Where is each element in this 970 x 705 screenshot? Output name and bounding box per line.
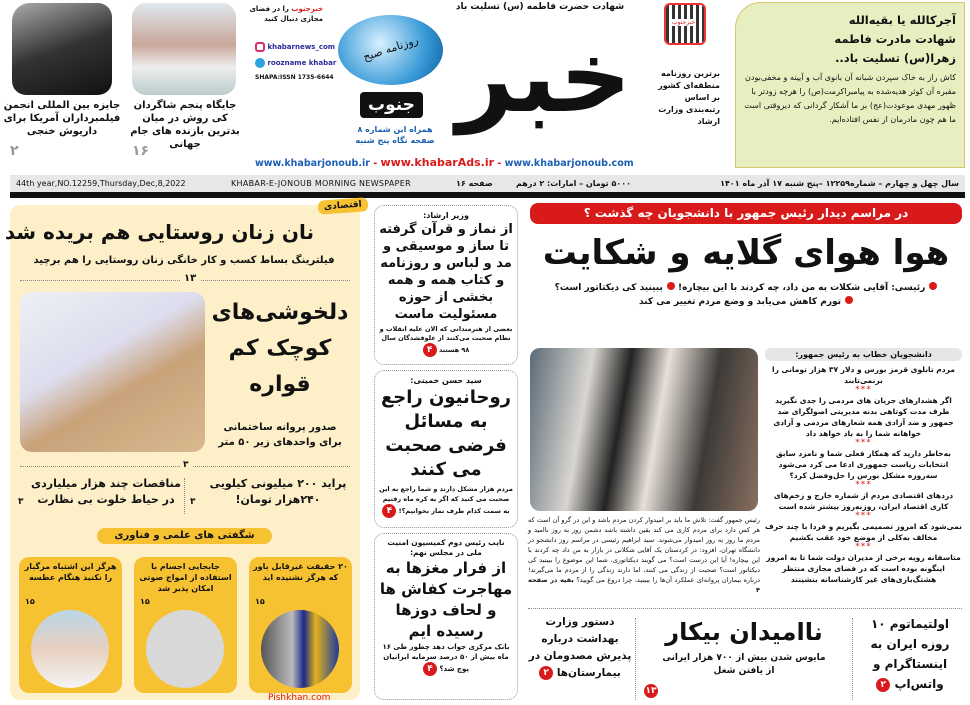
main-bullets	[530, 281, 962, 309]
sidebar-item: به‌خاطر دارید که همکار فعلی شما و نامزد سابق انتخابات ریاست جمهوری ادعا می کرد می‌شود سه‌روزه مشکل بورس را حل‌وفصل کرد؟	[776, 449, 951, 480]
page-number: ۲	[539, 666, 553, 680]
story2-sub: صدور پروانه ساختمانی برای واحدهای زیر ۵۰ متر	[218, 422, 342, 448]
bullet-icon	[845, 296, 853, 304]
url-separator: -	[494, 158, 505, 169]
issn: SHAPA:ISSN 1735-6644	[255, 74, 334, 81]
english-date: 44th year,NO.12259,Thursday,Dec,8,2022	[16, 179, 186, 188]
sidebar-item: اگر هشدارهای جریان های مردمی را جدی نگیرید ظرف مدت کوتاهی بدنه مدیریتی اصولگرای ضد جمهور و ضد آزادی همه شعارهای مردمی و آزادی خواهانه شما را به باد خواهد داد	[773, 396, 954, 438]
page-number: ۱۶	[132, 143, 150, 159]
bullet-text: ببینید کی دیکتاتور است؟	[554, 283, 663, 293]
page-number: ۱۵	[255, 597, 265, 606]
science-card[interactable]	[134, 557, 237, 693]
main-headline[interactable]: هوا هوای گلایه و شکایت	[542, 233, 950, 273]
bullet-icon	[929, 282, 937, 290]
condolence-top: شهادت حضرت فاطمه (س) تسلیت باد	[455, 2, 625, 12]
persian-date: سال چهل و چهارم – شماره۱۲۲۵۹ –پنج شنبه ۱۷ آذر ماه ۱۴۰۱	[720, 179, 959, 188]
divider	[635, 618, 636, 700]
science-card-title: ۲۰ حقیقت غیرقابل باور که هرگز نشنیده اید	[253, 562, 348, 582]
url-separator: -	[369, 158, 381, 169]
cartoon-house	[20, 292, 205, 452]
photo-caption-2: جایگاه پنجم شاگردان کی روش در میان بدترین بازنده های جام جهانی	[130, 100, 240, 150]
section-tag: اقتصادی	[318, 197, 369, 214]
separator: ***	[855, 438, 872, 448]
story-title: ناامیدان بیکار	[665, 618, 823, 646]
separator: ***	[855, 511, 872, 521]
url-2[interactable]: www.khabarAds.ir	[380, 156, 495, 169]
continue-link[interactable]: بقیه در صفحه ۴	[528, 576, 760, 594]
science-card[interactable]	[19, 557, 122, 693]
kicker: نایب رئیس دوم کمیسیون امنیت ملی در مجلس نهم:	[387, 538, 505, 557]
main-photo-raisi	[530, 348, 758, 511]
ranking-note: برترین روزنامه منطقه‌ای کشور بر اساس رتبه‌بندی وزارت ارشاد	[658, 69, 720, 126]
condolence-body: کاش راز به خاک سپردن شبانه آن بانوی آب و آیینه و مخفی‌بودن مقبره آن کوثر هدیه‌شده به پیامبراکرمت(ص) را هرچه زودتر با ظهور مهدی موعودت(عج) بر ما آشکار گردانی که دیروقتی است ما هم چون مادرمان از نفس افتاده‌ایم.	[744, 73, 956, 124]
sidebar-item: متاسفانه رویه برخی از مدیران دولت شما تا به امروز اینگونه بوده است که در فضای مجازی منتظر هشتگ‌بازی‌های غیر کارشناسانه بنشینند	[766, 553, 961, 584]
divider	[852, 618, 853, 700]
middle-story[interactable]	[374, 205, 518, 365]
page-number: ۲	[10, 143, 19, 159]
follow-text: را در فضای مجازی دنبال کنید	[249, 5, 323, 23]
bullet-text: رئیسی: آقایی شکلات به من داد، چه کردند با این بیچاره!	[678, 283, 926, 293]
page-number: ۳	[190, 497, 196, 507]
brief-pride-price[interactable]	[188, 476, 354, 508]
science-image-thermal	[261, 610, 339, 688]
story-sub: مایوس شدن بیش از ۷۰۰ هزار ایرانی از یافتن شغل	[662, 653, 826, 676]
page-number: ۴	[423, 662, 437, 676]
page-number: ۱۵	[140, 597, 150, 606]
telegram-link[interactable]	[255, 58, 336, 68]
left-subhead: فیلترینگ بساط کسب و کار خانگی زنان روستایی را هم برچید	[33, 255, 335, 266]
story-title: دستور وزارت بهداشت درباره پذیرش مصدومان در بیمارستان‌ها	[528, 616, 632, 679]
page-number: ۴	[382, 504, 396, 518]
logo-sub: جنوب	[360, 92, 423, 118]
kicker: وزیر ارشاد:	[423, 211, 469, 220]
url-1[interactable]: www.khabarjonoub.ir	[255, 158, 370, 169]
social-follow	[248, 4, 323, 24]
science-card-title: هرگز این اشتباه مرگبار را نکنید هنگام عطسه	[24, 562, 117, 582]
condolence-title: آجرکالله یا بقیه‌الله شهادت مادرت فاطمه زهرا(س) تسلیت باد..	[834, 13, 956, 65]
page-number: ۳	[18, 497, 24, 507]
science-cards	[18, 557, 352, 693]
photo-caption-1: جایزه بین المللی انجمن فیلمبرداران آمریکا برای داریوش خنجی	[3, 100, 121, 137]
main-banner: در مراسم دیدار رئیس جمهور با دانشجویان چه گذشت ؟	[530, 203, 962, 224]
watermark: Pishkhan.com	[268, 693, 331, 703]
middle-story[interactable]	[374, 370, 518, 528]
left-headline: نان زنان روستایی هم بریده شد	[4, 220, 314, 244]
divider	[528, 608, 962, 609]
insert-note: همراه این شماره ۸ صفحه نگاه پنج شنبه	[355, 125, 435, 145]
logo-tagline: روزنامه صبح	[361, 33, 421, 64]
bottom-story-health[interactable]	[528, 614, 632, 682]
brief-text: پراید ۲۰۰ میلیونی کیلویی ۲۴۰هزار تومان!	[209, 477, 347, 506]
paper-name: KHABAR-E-JONOUB MORNING NEWSPAPER	[231, 179, 412, 188]
photo-darius-khondji	[12, 3, 112, 95]
story-title: روحانیون راجع به مسائل فرضی صحبت می کنند	[380, 387, 512, 480]
separator: ***	[855, 542, 872, 552]
story-title: از نماز و قرآن گرفته تا ساز و موسیقی و مد و لباس و روزنامه و کتاب همه و همه بخشی از حوزه مسئولیت ماست	[379, 222, 513, 322]
page-number: ۴	[423, 343, 437, 357]
instagram-icon	[255, 42, 265, 52]
photo-queiroz	[132, 3, 236, 95]
story-sub: مردم هزار مشکل دارند و شما راجع به این صحبت می کنید که اگر به کره ماه رفتیم به سمت کدام طرف نماز بخوانیم؟!	[379, 485, 513, 515]
qr-label: خبرجنوب	[672, 19, 696, 26]
science-image-acoustic	[146, 610, 224, 688]
sidebar-item: مردم تابلوی قرمز بورس و دلار ۳۷ هزار تومانی را برنمی‌تابند	[772, 365, 955, 385]
logo-main: خبر	[456, 18, 632, 135]
student-sidebar	[765, 348, 962, 585]
page-number: ۱۳	[180, 273, 200, 285]
bullet-text: تورم کاهش می‌یابد و وضع مردم تغییر می کند	[638, 297, 842, 307]
science-image-sneeze	[31, 610, 109, 688]
url-line	[255, 156, 725, 169]
middle-story[interactable]	[374, 533, 518, 700]
bottom-story-unemployed[interactable]	[640, 612, 848, 700]
story-sub: بعضی از هنرمندانی که الان علیه انقلاب و نظام صحبت می‌کنند از علوفشدگان سال ۹۸ هستند	[379, 325, 513, 354]
qr-code[interactable]	[664, 3, 706, 45]
follow-brand: خبرجنوب	[291, 5, 323, 13]
story-sub-wrap	[379, 484, 513, 518]
science-card[interactable]	[249, 557, 352, 693]
separator: ***	[855, 480, 872, 490]
sidebar-item: دردهای اقتصادی مردم از شماره خارج و زخم‌های کاری اقتصاد ایران، روزبه‌روز بیشتر شده است	[773, 491, 954, 511]
story-sub-wrap	[379, 325, 513, 357]
body-text: رئیس جمهور گفت: تلاش ما باید بر امیدوار کردن مردم باشد و این در گرو آن است که هر کس دارد برای مردم کاری می کند یقین داشته باشد دشمن روز به روز ناامید و مردم ما روز به روز امیدوار می‌شوند. سید ابراهیم رئیسی در مراسم روز دانشجو در دانشگاه تهران، افزود: در کردستان یک آقایی شکلاتی در بازار به من داد چه کردند با این بیچاره! آیا این درست است؟ می گویند دیکتاتوری، شما این موضوع را ببینید کی دیکتاتور است؟ صحبت از زندگی می کنند، اما دارند زندگی را از مردم ما می‌گیرند! درباره بیماران پروانه‌ای عملکرد آن‌ها را ببینید، چرا دروغ می گویید؟	[528, 516, 760, 584]
main-body	[528, 515, 760, 595]
story-sub: بانک مرکزی جواب دهد چطور طی ۱۶ ماه بیش از ۵۰ درصد سرمایه ایرانیان پوچ شد؟	[382, 643, 510, 673]
price: ۵۰۰۰ تومان – امارات: ۲ درهم	[516, 179, 631, 188]
page-number: ۱۵	[25, 597, 35, 606]
bottom-story-ultimatum[interactable]	[858, 614, 962, 694]
page-number: ۳	[180, 460, 192, 471]
page-number: ۱۳	[645, 686, 657, 696]
page-count: ۱۶ صفحه	[456, 179, 493, 188]
brief-tenders[interactable]	[16, 476, 182, 508]
instagram-link[interactable]	[255, 42, 335, 52]
divider	[184, 478, 185, 514]
dateline-bar	[10, 175, 965, 192]
separator: ***	[855, 385, 872, 395]
telegram-icon	[255, 58, 265, 68]
brief-text: مناقصات چند هزار میلیاردی در حیاط خلوت بی نظارت	[31, 477, 181, 506]
bullet-icon	[667, 282, 675, 290]
divider-bar	[10, 192, 965, 198]
science-title: شگفتی های علمی و فناوری	[97, 528, 272, 544]
story-title: از فرار مغزها به مهاجرت کفاش ها و لحاف دوزها رسیده ایم	[379, 559, 513, 640]
story2-title: دلخوشی‌های کوچک کم قواره	[211, 300, 349, 397]
kicker: سید حسن خمینی:	[410, 376, 482, 385]
story-title: اولتیماتوم ۱۰ روزه ایران به اینستاگرام و واتس‌اپ	[870, 617, 950, 691]
telegram-handle: roozname khabar	[267, 59, 337, 67]
story-sub-wrap	[379, 642, 513, 676]
url-3[interactable]: www.khabarjonoub.com	[504, 158, 634, 169]
science-card-title: جابجایی اجسام با استفاده از امواج صوتی امکان پذیر شد	[139, 562, 232, 593]
sidebar-item: نمی‌شود که امروز تصمیمی بگیریم و فردا با چند حرف مخالف به‌کلی از موضع خود عقب بکشیم	[764, 522, 962, 542]
condolence-box	[735, 2, 965, 168]
instagram-handle: khabarnews_com	[267, 43, 336, 51]
sidebar-title: دانشجویان خطاب به رئیس جمهور:	[765, 348, 962, 361]
page-number: ۲	[876, 678, 890, 692]
